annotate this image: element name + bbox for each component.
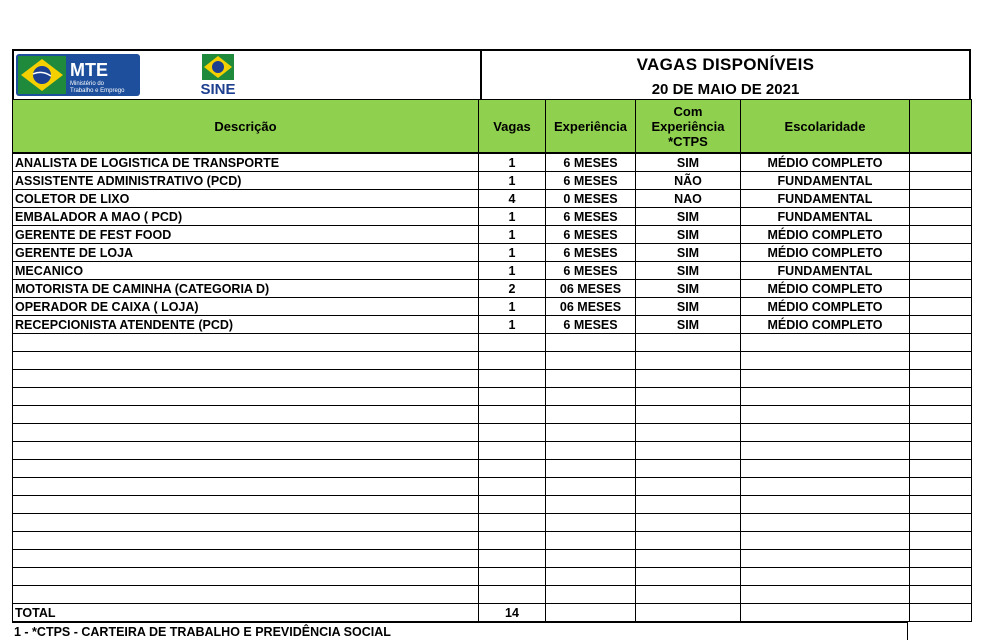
- empty-cell: [479, 442, 546, 460]
- empty-cell: [546, 550, 636, 568]
- cell-descricao: EMBALADOR A MAO ( PCD): [13, 208, 479, 226]
- empty-row: [13, 550, 972, 568]
- empty-cell: [479, 496, 546, 514]
- empty-cell: [910, 514, 972, 532]
- empty-cell: [910, 568, 972, 586]
- col-experiencia: Experiência: [546, 100, 636, 154]
- empty-cell: [741, 568, 910, 586]
- empty-cell: [13, 514, 479, 532]
- table-row: [13, 316, 972, 334]
- total-row: [13, 604, 972, 622]
- empty-cell: [13, 406, 479, 424]
- empty-cell: [636, 568, 741, 586]
- empty-row: [13, 388, 972, 406]
- empty-cell: [546, 334, 636, 352]
- empty-cell: [910, 460, 972, 478]
- empty-cell: [13, 424, 479, 442]
- page-title: VAGAS DISPONÍVEIS: [636, 55, 815, 74]
- table-row: [13, 190, 972, 208]
- col-descricao: Descrição: [13, 100, 479, 154]
- vacancy-sheet: [12, 49, 971, 640]
- empty-cell: [546, 388, 636, 406]
- empty-cell: [13, 550, 479, 568]
- empty-cell: [546, 460, 636, 478]
- cell-ctps: NAO: [636, 190, 741, 208]
- empty-cell: [741, 334, 910, 352]
- empty-cell: [636, 442, 741, 460]
- cell-ctps: SIM: [636, 262, 741, 280]
- empty-cell: [13, 460, 479, 478]
- empty-cell: [479, 424, 546, 442]
- cell-escolaridade: MÉDIO COMPLETO: [741, 316, 910, 334]
- cell-extra: [910, 190, 972, 208]
- empty-cell: [636, 424, 741, 442]
- empty-cell: [13, 388, 479, 406]
- empty-cell: [741, 424, 910, 442]
- empty-row: [13, 334, 972, 352]
- empty-cell: [479, 352, 546, 370]
- cell-vagas: 1: [479, 244, 546, 262]
- cell-descricao: RECEPCIONISTA ATENDENTE (PCD): [13, 316, 479, 334]
- empty-cell: [479, 532, 546, 550]
- empty-cell: [13, 370, 479, 388]
- cell-ctps: SIM: [636, 226, 741, 244]
- total-empty-cell: [741, 604, 910, 622]
- cell-vagas: 1: [479, 298, 546, 316]
- cell-experiencia: 06 MESES: [546, 280, 636, 298]
- empty-cell: [13, 442, 479, 460]
- empty-cell: [910, 352, 972, 370]
- empty-cell: [636, 586, 741, 604]
- empty-cell: [479, 568, 546, 586]
- cell-ctps: NÃO: [636, 172, 741, 190]
- empty-cell: [636, 334, 741, 352]
- mte-logo-sub2: Trabalho e Emprego: [70, 88, 125, 94]
- empty-cell: [636, 352, 741, 370]
- cell-experiencia: 6 MESES: [546, 262, 636, 280]
- cell-extra: [910, 172, 972, 190]
- empty-cell: [741, 550, 910, 568]
- empty-cell: [741, 586, 910, 604]
- cell-experiencia: 6 MESES: [546, 172, 636, 190]
- cell-experiencia: 0 MESES: [546, 190, 636, 208]
- cell-experiencia: 6 MESES: [546, 226, 636, 244]
- empty-cell: [910, 496, 972, 514]
- empty-cell: [741, 406, 910, 424]
- empty-cell: [910, 532, 972, 550]
- cell-ctps: SIM: [636, 316, 741, 334]
- empty-row: [13, 514, 972, 532]
- empty-row: [13, 352, 972, 370]
- footnote: 1 - *CTPS - CARTEIRA DE TRABALHO E PREVIDÊNCIA SOCIAL: [12, 622, 908, 640]
- cell-ctps: SIM: [636, 208, 741, 226]
- cell-extra: [910, 316, 972, 334]
- cell-escolaridade: FUNDAMENTAL: [741, 262, 910, 280]
- empty-cell: [546, 352, 636, 370]
- cell-extra: [910, 280, 972, 298]
- col-escolaridade: Escolaridade: [741, 100, 910, 154]
- page-date: 20 DE MAIO DE 2021: [651, 81, 800, 98]
- empty-row: [13, 496, 972, 514]
- empty-cell: [741, 352, 910, 370]
- table-header-row: [13, 100, 972, 154]
- empty-cell: [636, 514, 741, 532]
- empty-cell: [636, 460, 741, 478]
- empty-cell: [910, 406, 972, 424]
- cell-extra: [910, 262, 972, 280]
- empty-cell: [910, 442, 972, 460]
- table-row: [13, 208, 972, 226]
- vacancy-table: [12, 99, 972, 622]
- cell-vagas: 1: [479, 316, 546, 334]
- empty-cell: [13, 586, 479, 604]
- cell-escolaridade: FUNDAMENTAL: [741, 172, 910, 190]
- empty-cell: [636, 478, 741, 496]
- empty-cell: [741, 370, 910, 388]
- cell-ctps: SIM: [636, 153, 741, 172]
- sheet-header: [12, 49, 971, 99]
- col-extra: [910, 100, 972, 154]
- title-box: [482, 51, 969, 99]
- cell-escolaridade: MÉDIO COMPLETO: [741, 244, 910, 262]
- empty-cell: [546, 406, 636, 424]
- cell-descricao: ANALISTA DE LOGISTICA DE TRANSPORTE: [13, 153, 479, 172]
- cell-extra: [910, 298, 972, 316]
- total-empty-cell: [910, 604, 972, 622]
- empty-cell: [13, 496, 479, 514]
- empty-cell: [13, 352, 479, 370]
- cell-experiencia: 6 MESES: [546, 316, 636, 334]
- table-row: [13, 280, 972, 298]
- total-label: TOTAL: [13, 604, 479, 622]
- table-row: [13, 226, 972, 244]
- cell-experiencia: 6 MESES: [546, 244, 636, 262]
- empty-row: [13, 478, 972, 496]
- cell-escolaridade: FUNDAMENTAL: [741, 208, 910, 226]
- empty-cell: [546, 586, 636, 604]
- empty-cell: [636, 388, 741, 406]
- mte-logo: [16, 54, 140, 96]
- empty-cell: [741, 496, 910, 514]
- empty-row: [13, 586, 972, 604]
- empty-cell: [636, 406, 741, 424]
- cell-experiencia: 06 MESES: [546, 298, 636, 316]
- table-row: [13, 244, 972, 262]
- empty-cell: [741, 460, 910, 478]
- empty-cell: [479, 370, 546, 388]
- cell-extra: [910, 208, 972, 226]
- empty-cell: [741, 478, 910, 496]
- col-ctps: [636, 100, 741, 154]
- col-vagas: Vagas: [479, 100, 546, 154]
- cell-ctps: SIM: [636, 280, 741, 298]
- cell-vagas: 2: [479, 280, 546, 298]
- empty-cell: [636, 496, 741, 514]
- empty-cell: [13, 478, 479, 496]
- empty-cell: [910, 478, 972, 496]
- empty-cell: [479, 586, 546, 604]
- cell-descricao: COLETOR DE LIXO: [13, 190, 479, 208]
- empty-cell: [910, 388, 972, 406]
- cell-descricao: MECANICO: [13, 262, 479, 280]
- empty-row: [13, 370, 972, 388]
- table-row: [13, 262, 972, 280]
- empty-row: [13, 406, 972, 424]
- empty-cell: [546, 478, 636, 496]
- cell-vagas: 1: [479, 226, 546, 244]
- mte-logo-text: MTE: [70, 60, 108, 80]
- empty-row: [13, 424, 972, 442]
- col-ctps-line3: *CTPS: [668, 133, 708, 149]
- empty-cell: [546, 496, 636, 514]
- empty-cell: [636, 550, 741, 568]
- empty-cell: [546, 442, 636, 460]
- empty-cell: [741, 532, 910, 550]
- empty-cell: [479, 460, 546, 478]
- cell-descricao: ASSISTENTE ADMINISTRATIVO (PCD): [13, 172, 479, 190]
- total-vagas: 14: [479, 604, 546, 622]
- empty-cell: [910, 550, 972, 568]
- empty-row: [13, 532, 972, 550]
- cell-descricao: GERENTE DE LOJA: [13, 244, 479, 262]
- cell-ctps: SIM: [636, 298, 741, 316]
- empty-cell: [479, 388, 546, 406]
- cell-vagas: 1: [479, 172, 546, 190]
- cell-experiencia: 6 MESES: [546, 208, 636, 226]
- cell-extra: [910, 226, 972, 244]
- empty-cell: [910, 370, 972, 388]
- empty-cell: [13, 568, 479, 586]
- cell-extra: [910, 244, 972, 262]
- cell-escolaridade: MÉDIO COMPLETO: [741, 280, 910, 298]
- logo-area: [14, 51, 482, 99]
- empty-cell: [13, 334, 479, 352]
- empty-cell: [741, 514, 910, 532]
- cell-escolaridade: MÉDIO COMPLETO: [741, 298, 910, 316]
- cell-vagas: 1: [479, 208, 546, 226]
- empty-cell: [479, 406, 546, 424]
- empty-cell: [546, 424, 636, 442]
- empty-cell: [546, 532, 636, 550]
- empty-row: [13, 568, 972, 586]
- empty-cell: [636, 532, 741, 550]
- empty-cell: [546, 568, 636, 586]
- cell-escolaridade: MÉDIO COMPLETO: [741, 153, 910, 172]
- empty-cell: [741, 442, 910, 460]
- sine-logo-text: SINE: [200, 81, 236, 98]
- table-row: [13, 153, 972, 172]
- empty-cell: [546, 370, 636, 388]
- empty-cell: [13, 532, 479, 550]
- table-row: [13, 298, 972, 316]
- cell-descricao: GERENTE DE FEST FOOD: [13, 226, 479, 244]
- col-ctps-line1: Com: [673, 103, 703, 119]
- cell-vagas: 1: [479, 153, 546, 172]
- empty-cell: [910, 424, 972, 442]
- empty-cell: [479, 514, 546, 532]
- empty-cell: [479, 550, 546, 568]
- cell-vagas: 4: [479, 190, 546, 208]
- sine-logo: [192, 52, 244, 100]
- mte-logo-sub1: Ministério do: [70, 81, 105, 87]
- cell-ctps: SIM: [636, 244, 741, 262]
- empty-cell: [546, 514, 636, 532]
- empty-cell: [479, 478, 546, 496]
- empty-cell: [910, 586, 972, 604]
- cell-escolaridade: FUNDAMENTAL: [741, 190, 910, 208]
- table-body: [13, 153, 972, 622]
- empty-cell: [741, 388, 910, 406]
- empty-cell: [479, 334, 546, 352]
- cell-descricao: OPERADOR DE CAIXA ( LOJA): [13, 298, 479, 316]
- empty-row: [13, 442, 972, 460]
- cell-escolaridade: MÉDIO COMPLETO: [741, 226, 910, 244]
- cell-experiencia: 6 MESES: [546, 153, 636, 172]
- cell-descricao: MOTORISTA DE CAMINHA (CATEGORIA D): [13, 280, 479, 298]
- cell-extra: [910, 153, 972, 172]
- cell-vagas: 1: [479, 262, 546, 280]
- empty-row: [13, 460, 972, 478]
- table-row: [13, 172, 972, 190]
- empty-cell: [636, 370, 741, 388]
- empty-cell: [910, 334, 972, 352]
- total-empty-cell: [636, 604, 741, 622]
- total-empty-cell: [546, 604, 636, 622]
- col-ctps-line2: Experiência: [651, 118, 725, 134]
